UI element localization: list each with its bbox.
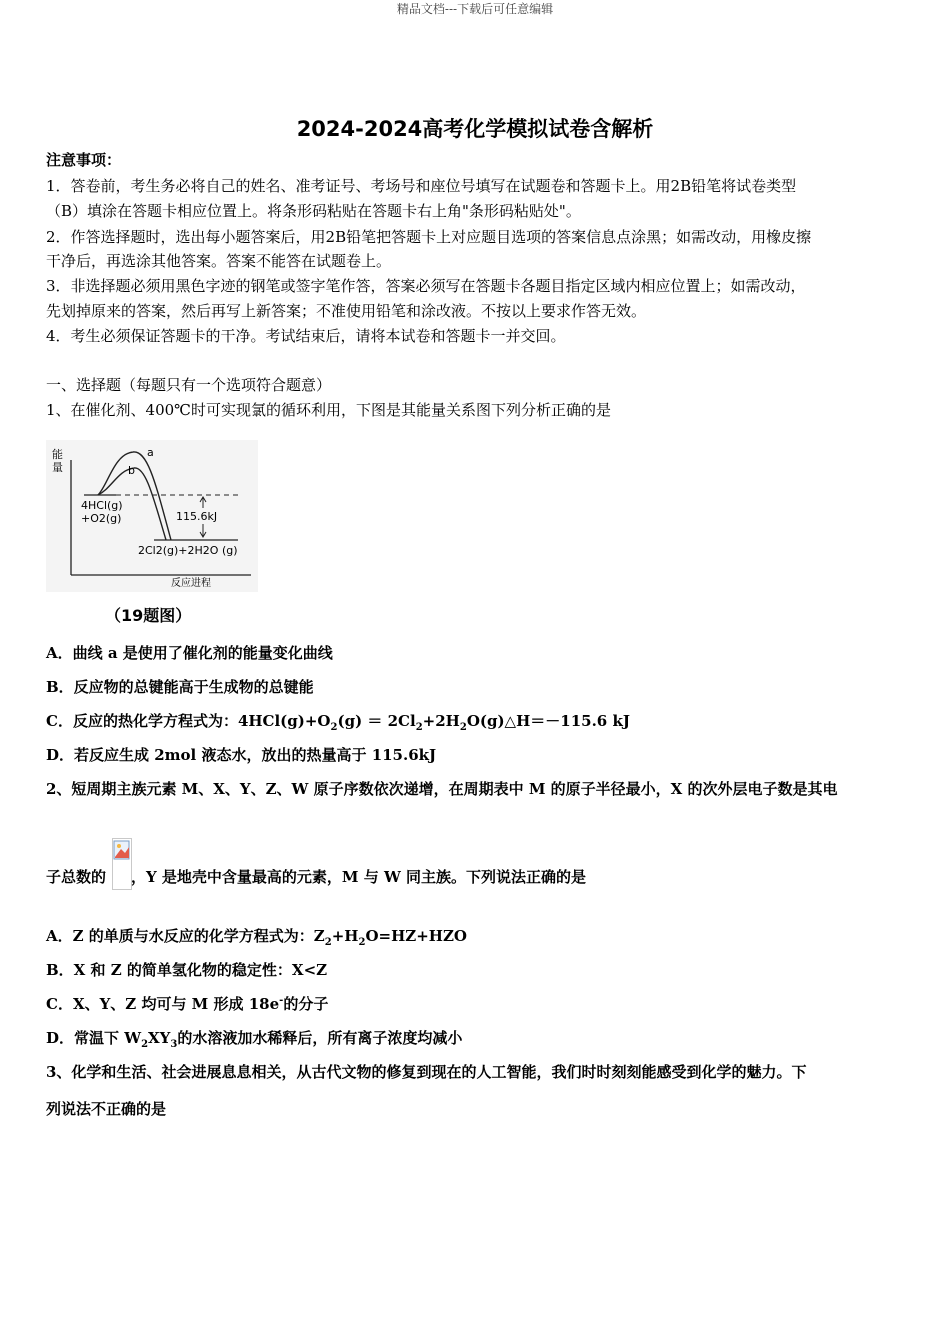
reactants-label-2: +O2(g) (81, 512, 122, 525)
header-note: 精品文档---下载后可任意编辑 (396, 2, 554, 16)
q2-option-a: A．Z 的单质与水反应的化学方程式为：$Z_2+H_2O=HZ+HZO$ (46, 927, 467, 948)
notice-line: 4．考生必须保证答题卡的干净。考试结束后，请将本试卷和答题卡一并交回。 (46, 327, 566, 345)
products-label: 2Cl2(g)+2H2O (g) (138, 544, 238, 557)
question-3-stem-line2: 列说法不正确的是 (46, 1100, 167, 1118)
notice-line: 3．非选择题必须用黑色字迹的钢笔或签字笔作答，答案必须写在答题卡各题目指定区域内相应位置上；如需改动， (46, 277, 806, 295)
page-title: 2024-2024高考化学模拟试卷含解析 (296, 117, 654, 141)
question-2-stem-line1: 2、短周期主族元素 M、X、Y、Z、W 原子序数依次递增，在周期表中 M 的原子半径最小，X 的次外层电子数是其电 (46, 780, 838, 798)
notice-line: 1．答卷前，考生务必将自己的姓名、准考证号、考场号和座位号填写在试题卷和答题卡上。用2B铅笔将试卷类型 (46, 177, 797, 195)
reactants-label-1: 4HCl(g) (81, 499, 123, 512)
diagram-y-label-2: 量 (52, 461, 63, 474)
notice-line: 先划掉原来的答案，然后再写上新答案；不准使用铅笔和涂改液。不按以上要求作答无效。 (46, 302, 647, 320)
q1-option-d: D．若反应生成 2mol 液态水，放出的热量高于 115.6kJ (46, 746, 437, 764)
q1-option-b: B．反应物的总键能高于生成物的总键能 (46, 678, 314, 696)
diagram-background (46, 440, 258, 592)
x-axis-label: 反应进程 (171, 578, 211, 589)
question-2-stem-line2a: 子总数的 (46, 868, 107, 886)
section-heading: 一、选择题（每题只有一个选项符合题意） (46, 376, 332, 394)
question-2-stem-line2b: ，Y 是地壳中含量最高的元素，M 与 W 同主族。下列说法正确的是 (131, 868, 587, 886)
question-3-stem-line1: 3、化学和生活、社会进展息息相关，从古代文物的修复到现在的人工智能，我们时时刻刻能感受到化学的魅力。下 (46, 1063, 807, 1081)
q1-option-a: A．曲线 a 是使用了催化剂的能量变化曲线 (46, 644, 333, 662)
diagram-y-label-1: 能 (52, 448, 63, 461)
curve-b-label: b (128, 464, 135, 477)
q2-option-d: D．常温下 $W_2XY_3$的水溶液加水稀释后，所有离子浓度均减小 (46, 1029, 463, 1050)
fraction-image (112, 838, 132, 890)
notice-line: （B）填涂在答题卡相应位置上。将条形码粘贴在答题卡右上角"条形码粘贴处"。 (46, 202, 581, 220)
figure-caption: （19题图） (105, 606, 192, 625)
q1-option-c: C．反应的热化学方程式为：$4HCl(g)+O_2(g)$ ＝ $2Cl_2+2H_2O(g)\triangle H=-115.6$ kJ (46, 712, 630, 733)
energy-diagram (46, 440, 258, 592)
broken-image-icon (113, 839, 131, 889)
delta-label: 115.6kJ (176, 510, 218, 523)
question-1-stem: 1、在催化剂、400℃时可实现氯的循环利用，下图是其能量关系图下列分析正确的是 (46, 401, 611, 419)
notice-heading: 注意事项： (46, 151, 122, 169)
curve-a-label: a (147, 446, 154, 459)
q2-option-c: C．X、Y、Z 均可与 M 形成 18e-的分子 (46, 995, 329, 1013)
notice-line: 干净后，再选涂其他答案。答案不能答在试题卷上。 (46, 252, 392, 270)
q2-option-b: B．X 和 Z 的简单氢化物的稳定性：X<Z (46, 961, 328, 979)
notice-line: 2．作答选择题时，选出每小题答案后，用2B铅笔把答题卡上对应题目选项的答案信息点涂黑；如需改动，用橡皮擦 (46, 228, 812, 246)
